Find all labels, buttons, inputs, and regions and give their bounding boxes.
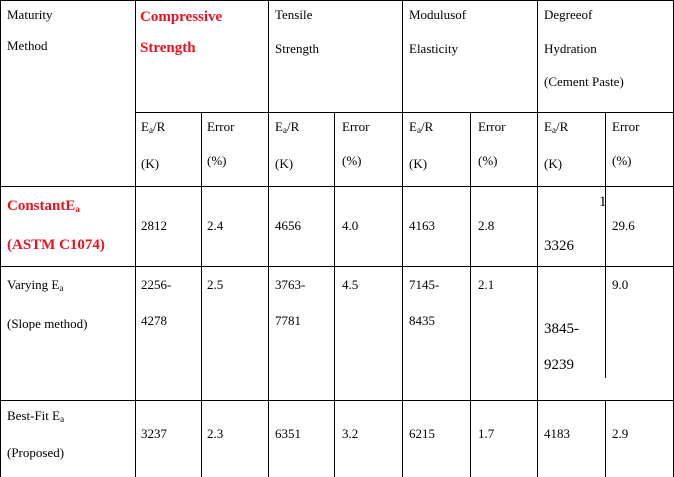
table-cell: 4.5: [342, 277, 359, 292]
subheader-ea-r: $E_a/R$ (K): [141, 115, 199, 176]
table-cell: 3.2: [342, 426, 359, 441]
table-cell: 9.0: [612, 277, 629, 292]
header-text: Tensile: [275, 7, 313, 22]
rule: [135, 112, 674, 113]
rule: [334, 112, 335, 477]
rule: [402, 0, 403, 477]
rule: [0, 186, 674, 187]
table-cell: 6215: [409, 426, 435, 441]
header-text: Compressive: [140, 9, 223, 25]
subheader-unit: (K): [141, 156, 160, 171]
header-degree-of-hydration: [544, 2, 666, 95]
rule: [0, 0, 1, 477]
subheader-error: Error (%): [207, 119, 235, 168]
rule: [135, 0, 136, 477]
header-text: of: [581, 7, 593, 22]
subheader-ea-r: $E_a/R$ (K): [409, 119, 434, 171]
subheader-ea-r: $E_a/R$ (K): [275, 119, 300, 171]
rule: [0, 400, 674, 401]
table-cell: 2.1: [478, 277, 495, 292]
table-cell: 3326: [544, 238, 574, 254]
row-label-best-fit-ea: Best-Fit $E_a$ (Proposed): [7, 408, 65, 460]
header-maturity-method: [7, 2, 131, 59]
header-text: Elasticity: [409, 41, 459, 56]
header-text: Modulus: [409, 7, 456, 22]
rule: [0, 0, 674, 1]
header-text: Degree: [544, 7, 582, 22]
table-cell: 29.6: [612, 218, 635, 233]
table-cell: 2.3: [207, 426, 224, 441]
table-cell: 4656: [275, 218, 301, 233]
table-cell-mark: 1: [599, 194, 607, 210]
table-cell: 2.8: [478, 218, 495, 233]
table-cell: 2.5: [207, 277, 224, 292]
row-label-varying-ea: Varying $E_a$ (Slope method): [7, 277, 88, 331]
table-cell: 2.9: [612, 426, 629, 441]
table-cell: 6351: [275, 426, 301, 441]
subheader-ea-r: $E_a/R$ (K): [544, 119, 569, 171]
table-cell: 4.0: [342, 218, 359, 233]
rule: [268, 0, 269, 477]
table-cell: 3237: [141, 426, 167, 441]
rule: [537, 0, 538, 477]
rule: [201, 112, 202, 477]
table-cell: 1.7: [478, 426, 495, 441]
table-cell: 2256- 4278: [141, 277, 172, 328]
table-cell: 7145- 8435: [409, 277, 440, 328]
table-cell: 2812: [141, 218, 167, 233]
row-label-constant-ea: ConstantE$_a$ (ASTM C1074): [7, 198, 105, 253]
subheader-error: Error (%): [342, 119, 370, 168]
table-cell: 4163: [409, 218, 435, 233]
table-cell: 3763- 7781: [275, 277, 306, 328]
rule: [470, 112, 471, 477]
header-text: Maturity: [7, 7, 53, 22]
rule: [605, 112, 606, 378]
subheader-error: Error (%): [478, 119, 506, 168]
header-text: Strength: [275, 41, 320, 56]
table-cell: 2.4: [207, 218, 224, 233]
table-cell: 4183: [544, 426, 570, 441]
rule: [0, 266, 674, 267]
header-text: (Cement Paste): [544, 74, 624, 89]
table-cell: 3845- 9239: [544, 321, 579, 373]
rule: [605, 400, 606, 477]
header-compressive-strength: [140, 3, 266, 63]
header-text: Strength: [140, 40, 196, 56]
header-text: Hydration: [544, 41, 597, 56]
subheader-error: Error (%): [612, 119, 640, 168]
header-tensile-strength: [275, 2, 397, 62]
header-text: of: [455, 7, 467, 22]
header-text: Method: [7, 38, 48, 53]
header-modulus-of-elasticity: [409, 2, 531, 62]
